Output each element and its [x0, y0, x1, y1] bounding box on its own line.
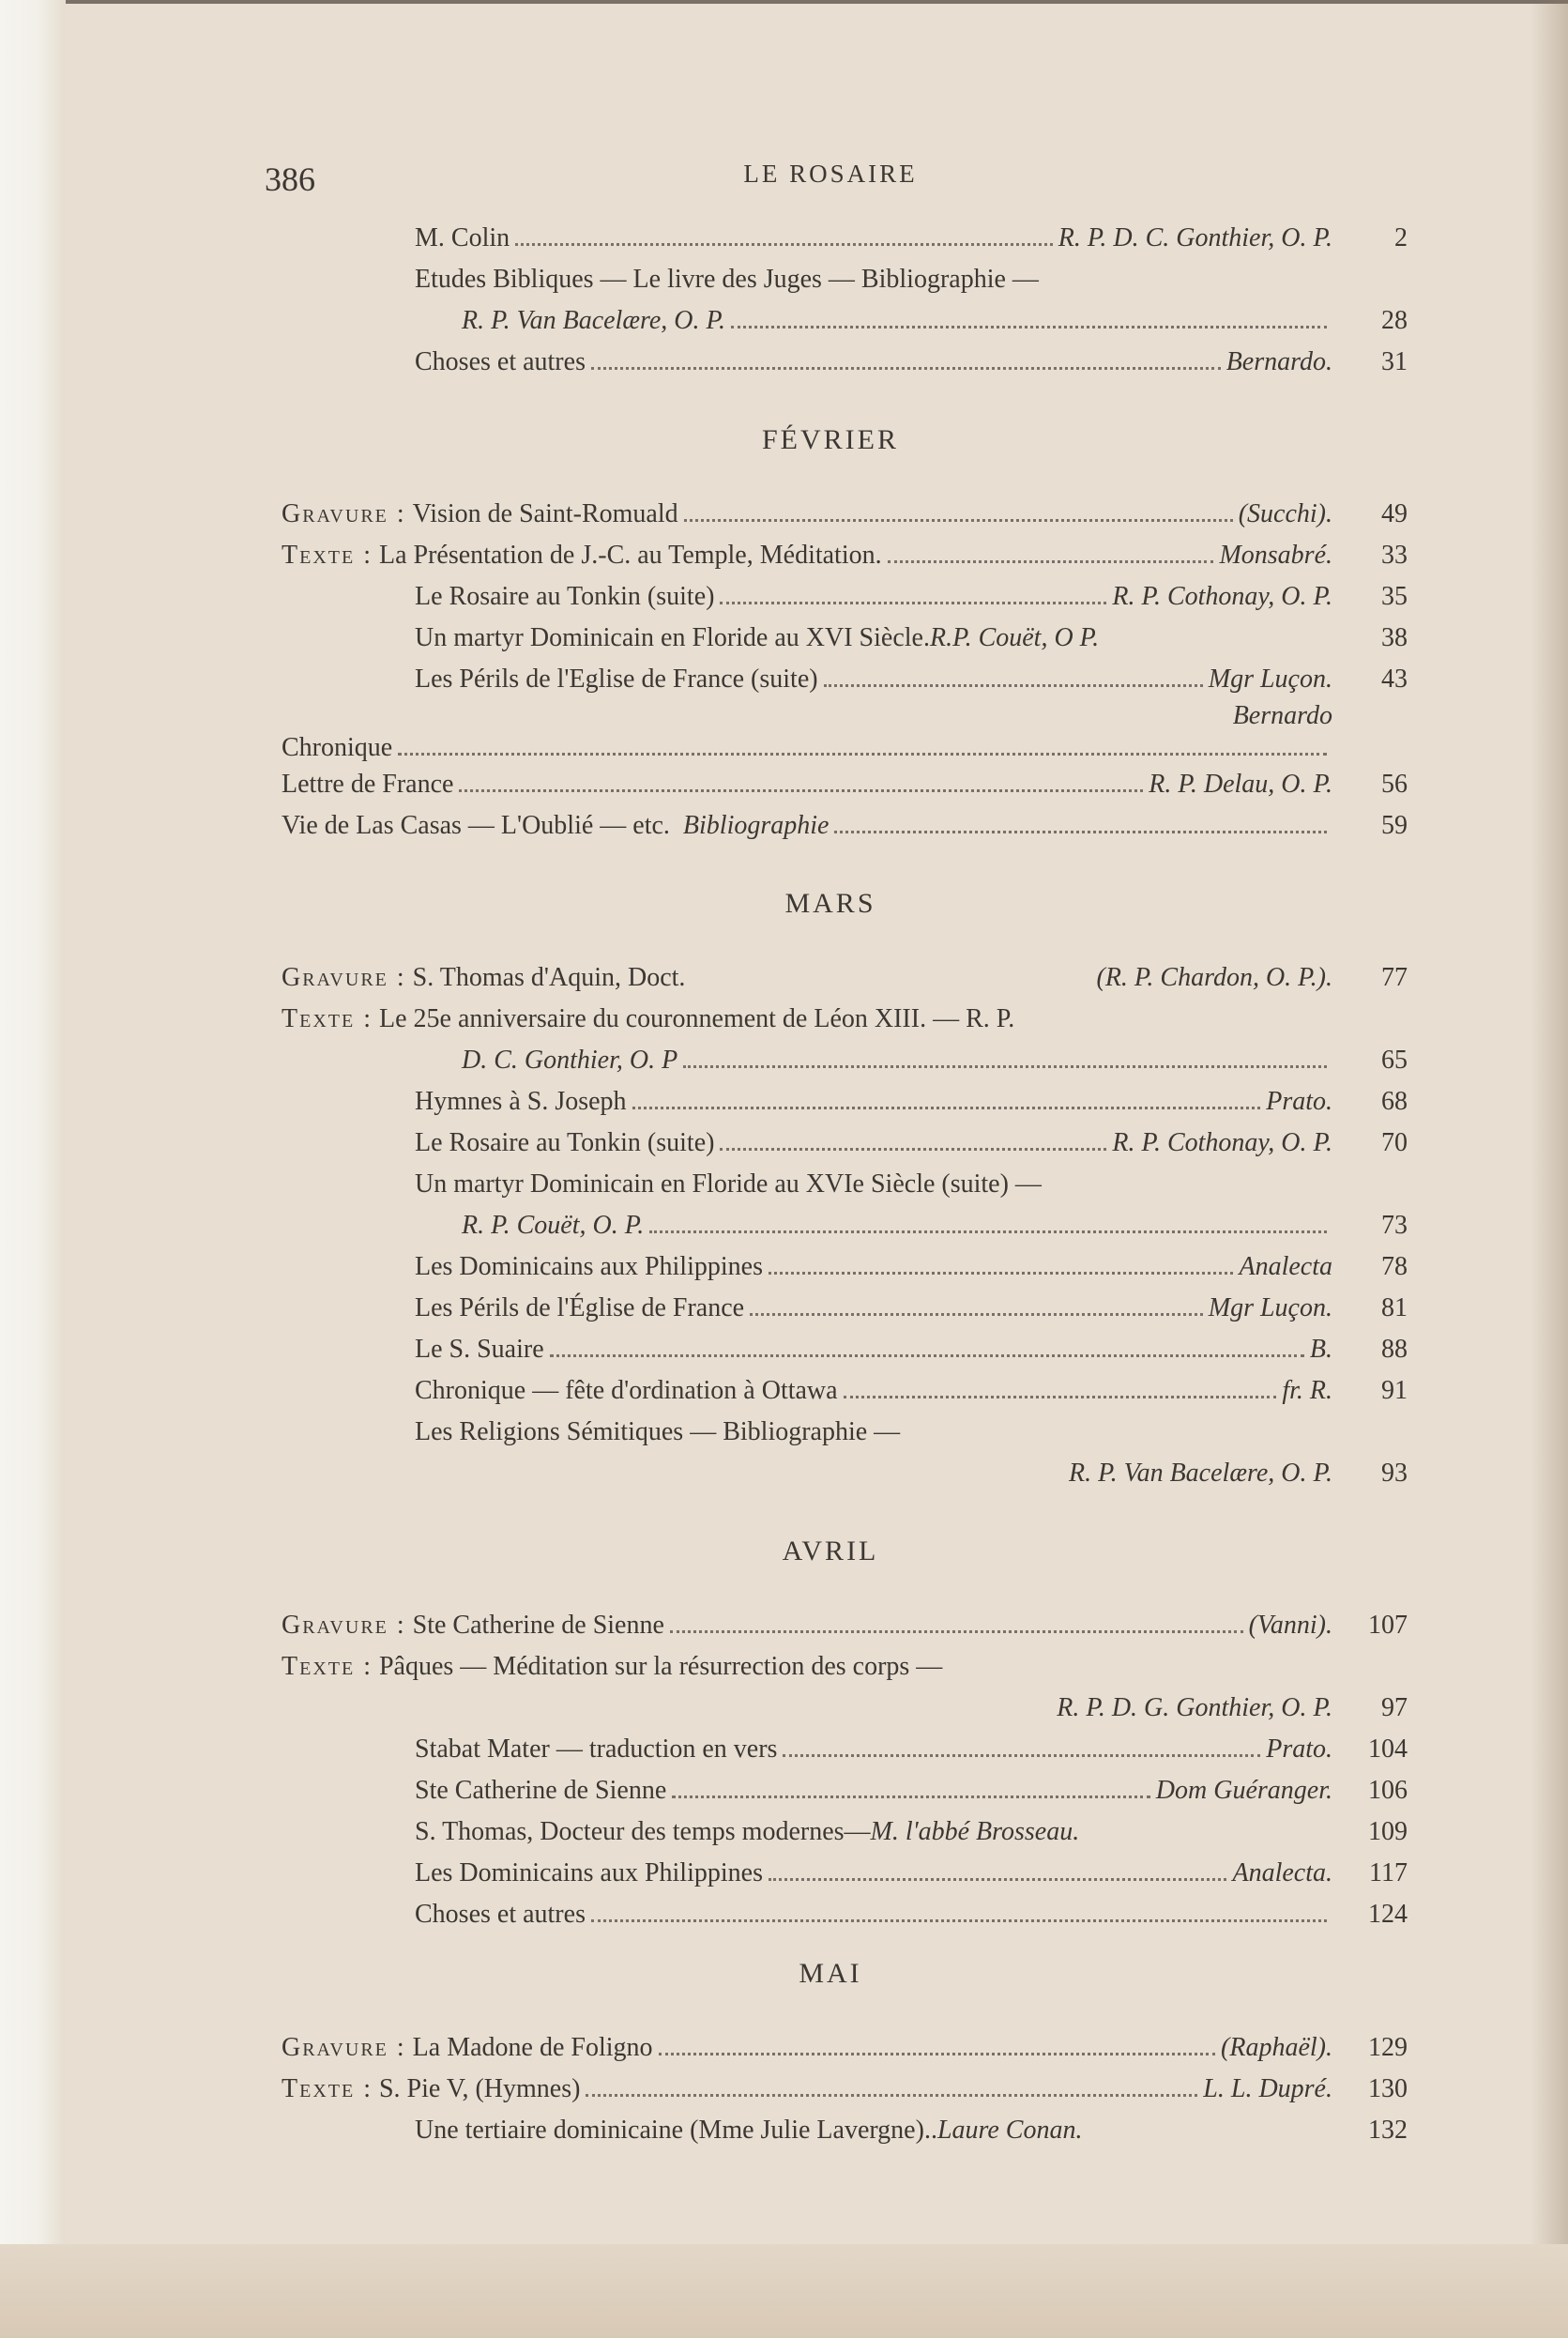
toc-entry: Le Rosaire au Tonkin (suite) R. P. Cothonay, O. P. 70 [415, 1128, 1408, 1157]
toc-entry: Choses et autres 124 [415, 1900, 1408, 1929]
toc-entry: Lettre de France R. P. Delau, O. P. 56 [282, 770, 1408, 799]
toc-entry: R. P. Van Bacelære, O. P. 93 [1068, 1459, 1408, 1488]
toc-entry: Un martyr Dominicain en Floride au XVI Siècle. R.P. Couët, O P. 38 [415, 623, 1408, 652]
page-left-margin [0, 0, 66, 2338]
page-bottom-edge [0, 2244, 1568, 2338]
toc-entry: Ste Catherine de Sienne Dom Guéranger. 106 [415, 1776, 1408, 1805]
toc-entry: R. P. D. G. Gonthier, O. P. 97 [1057, 1693, 1408, 1722]
page-header [253, 141, 1408, 197]
toc-entry: Un martyr Dominicain en Floride au XVIe Siècle (suite) — [415, 1169, 1042, 1199]
month-heading-mars: MARS [784, 888, 876, 919]
page-top-edge [0, 0, 1568, 4]
toc-entry: Une tertiaire dominicaine (Mme Julie Lavergne).. Laure Conan. 132 [415, 2116, 1408, 2145]
section-janvier-continued [253, 218, 1408, 383]
toc-entry: Choses et autres Bernardo. 31 [415, 347, 1408, 376]
toc-entry: Les Dominicains aux Philippines Analecta 78 [415, 1252, 1408, 1281]
toc-entry: Le S. Suaire B. 88 [415, 1335, 1408, 1364]
month-heading-avril: AVRIL [782, 1536, 879, 1566]
page-number: 386 [265, 160, 315, 198]
toc-entry: Gravure : Vision de Saint-Romuald (Succhi). 49 [282, 499, 1408, 528]
toc-entry: Chronique [253, 732, 1408, 764]
toc-entry: Les Dominicains aux Philippines Analecta. 117 [415, 1858, 1408, 1887]
toc-entry: M. Colin R. P. D. C. Gonthier, O. P. 2 [415, 223, 1408, 252]
toc-entry: Etudes Bibliques — Le livre des Juges — Bibliographie — [415, 265, 1039, 294]
toc-entry: D. C. Gonthier, O. P 65 [462, 1046, 1408, 1075]
toc-entry: Texte : Pâques — Méditation sur la résurrection des corps — [282, 1652, 943, 1681]
page-binding-shadow [1530, 0, 1568, 2338]
section-mai [253, 2027, 1408, 2151]
toc-entry: Chronique — fête d'ordination à Ottawa fr. R. 91 [415, 1376, 1408, 1405]
month-heading-fevrier: FÉVRIER [761, 424, 899, 455]
toc-entry: Les Périls de l'Église de France Mgr Luçon. 81 [415, 1293, 1408, 1322]
toc-entry: Gravure : Ste Catherine de Sienne (Vanni). 107 [282, 1611, 1408, 1640]
section-mars [253, 957, 1408, 1494]
section-fevrier [253, 494, 1408, 847]
toc-entry: Les Périls de l'Eglise de France (suite) Mgr Luçon. 43 [415, 665, 1408, 694]
toc-entry: R. P. Van Bacelære, O. P. 28 [462, 306, 1408, 335]
toc-entry: Stabat Mater — traduction en vers Prato. 104 [415, 1734, 1408, 1764]
toc-entry: R. P. Couët, O. P. 73 [462, 1211, 1408, 1240]
toc-entry: Les Religions Sémitiques — Bibliographie — [415, 1417, 901, 1446]
toc-entry: Gravure : La Madone de Foligno (Raphaël). 129 [282, 2033, 1408, 2062]
month-heading-mai: MAI [799, 1958, 862, 1989]
toc-entry: Vie de Las Casas — L'Oublié — etc. Bibliographie 59 [282, 811, 1408, 840]
toc-entry: Texte : S. Pie V, (Hymnes) L. L. Dupré. 130 [282, 2074, 1408, 2103]
toc-entry: Le Rosaire au Tonkin (suite) R. P. Cothonay, O. P. 35 [415, 582, 1408, 611]
toc-entry: Texte : Le 25e anniversaire du couronnement de Léon XIII. — R. P. [282, 1004, 1015, 1033]
section-avril [253, 1605, 1408, 1935]
index-page [253, 141, 1408, 2151]
running-title: LE ROSAIRE [743, 160, 918, 188]
toc-entry: Gravure : S. Thomas d'Aquin, Doct. (R. P. Chardon, O. P.). 77 [282, 963, 1408, 992]
toc-entry: Texte : La Présentation de J.-C. au Temple, Méditation. Monsabré. 33 [282, 541, 1408, 570]
toc-entry: Bernardo [1232, 701, 1332, 730]
toc-entry: S. Thomas, Docteur des temps modernes— M. l'abbé Brosseau. 109 [415, 1817, 1408, 1846]
toc-entry: Hymnes à S. Joseph Prato. 68 [415, 1087, 1408, 1116]
